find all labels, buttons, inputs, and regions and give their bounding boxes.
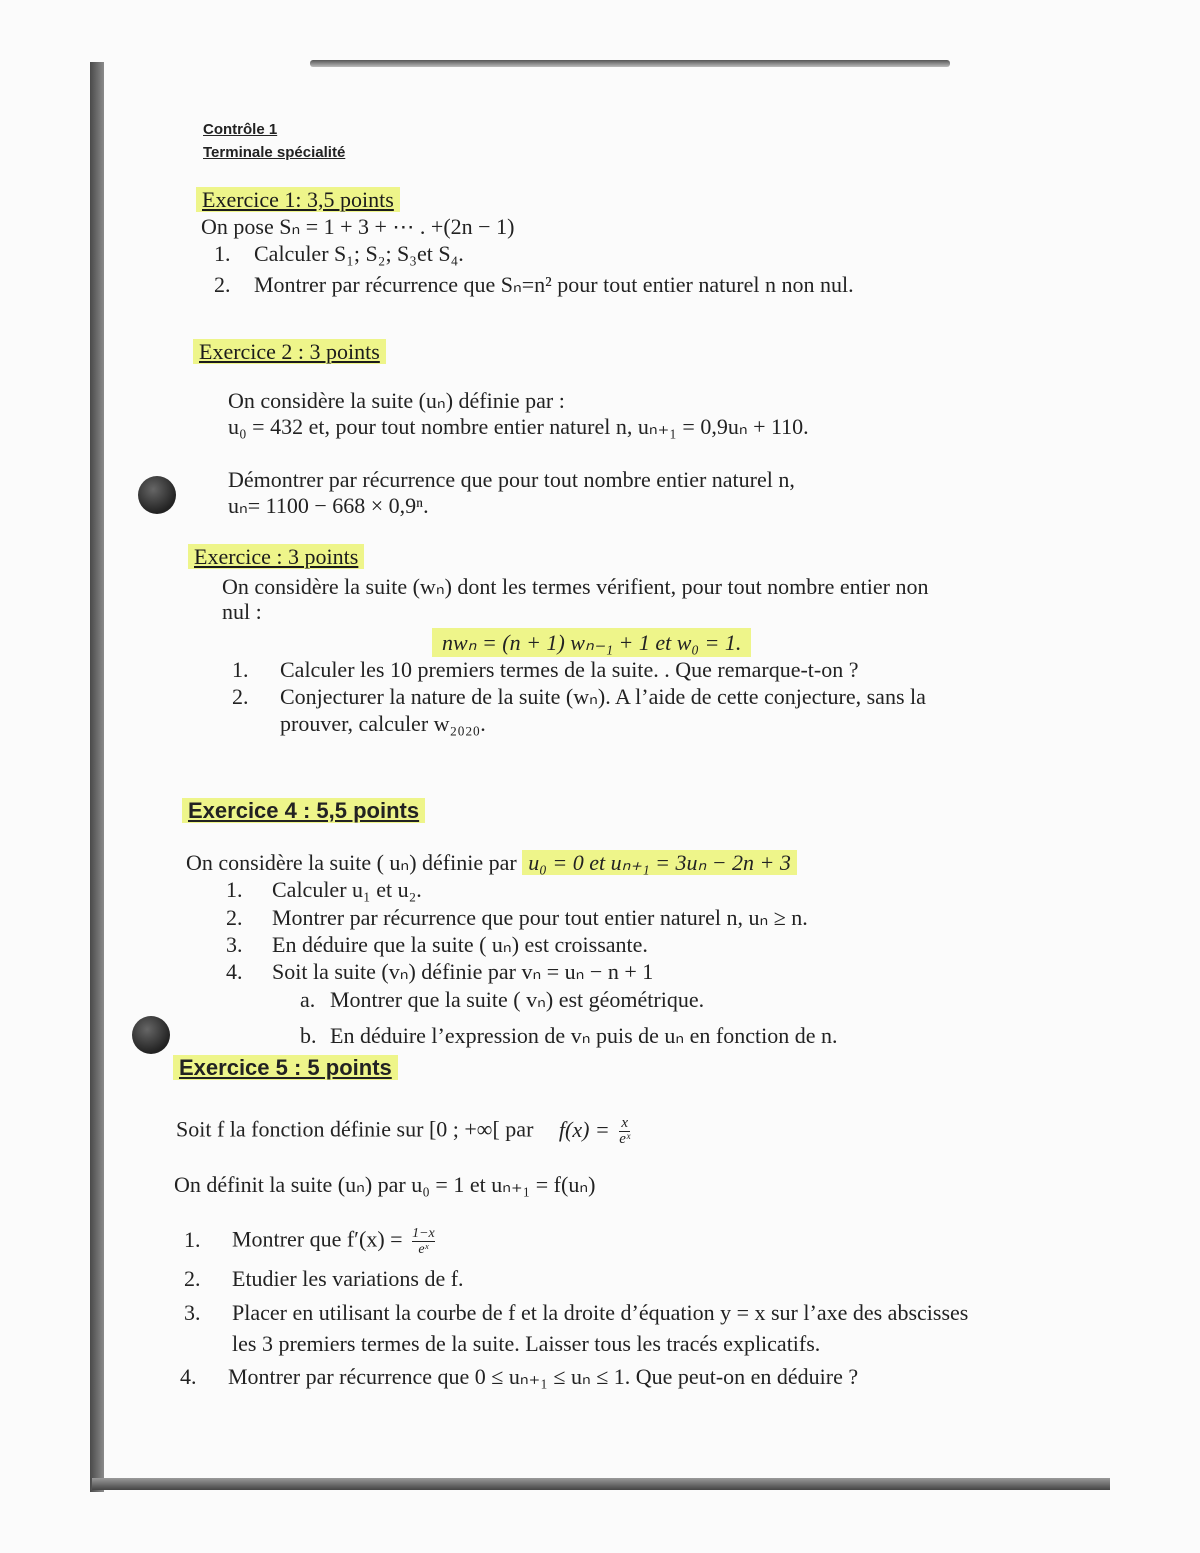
- ex4-subitem-b: b. En déduire l’expression de vₙ puis de uₙ en fonction de n.: [300, 1023, 838, 1048]
- ex3-title: Exercice : 3 points: [188, 544, 364, 570]
- ex3-formula: nwₙ = (n + 1) wₙ₋₁ + 1 et w₀ = 1.: [432, 630, 751, 656]
- ex5-item-3: 3. Placer en utilisant la courbe de f et la droite d’équation y = x sur l’axe des abscisses: [184, 1300, 969, 1325]
- ex3-item-2-cont: prouver, calculer w₂₀₂₀.: [280, 711, 486, 736]
- ex2-line-3: Démontrer par récurrence que pour tout nombre entier naturel n,: [228, 467, 795, 492]
- header-subtitle: Terminale spécialité: [203, 144, 346, 161]
- ex3-item-1: 1. Calculer les 10 premiers termes de la suite. . Que remarque-t-on ?: [232, 657, 859, 682]
- ex5-title: Exercice 5 : 5 points: [173, 1055, 398, 1081]
- ex4-intro: On considère la suite ( uₙ) définie par u₀ = 0 et uₙ₊₁ = 3uₙ − 2n + 3: [186, 850, 797, 876]
- ex4-item-3: 3. En déduire que la suite ( uₙ) est croissante.: [226, 932, 648, 957]
- ex2-line-2: u₀ = 432 et, pour tout nombre entier naturel n, uₙ₊₁ = 0,9uₙ + 110.: [228, 414, 809, 439]
- ex4-item-1: 1. Calculer u₁ et u₂.: [226, 877, 422, 902]
- ex5-item-1: 1. Montrer que f′(x) = $\frac{1-x}{\text{eˣ}}$: [184, 1226, 435, 1257]
- ex5-line-2: On définit la suite (uₙ) par u₀ = 1 et uₙ₊₁ = f(uₙ): [174, 1172, 596, 1197]
- punch-hole-top: [138, 476, 176, 514]
- ex1-item-1: 1. Calculer S₁; S₂; S₃et S₄.: [214, 241, 464, 266]
- ex5-item-4: 4. Montrer par récurrence que 0 ≤ uₙ₊₁ ≤ uₙ ≤ 1. Que peut-on en déduire ?: [180, 1364, 859, 1389]
- header-title: Contrôle 1: [203, 121, 278, 138]
- ex5-item-3-cont: les 3 premiers termes de la suite. Laisser tous les tracés explicatifs.: [232, 1331, 821, 1356]
- ex4-title: Exercice 4 : 5,5 points: [182, 798, 425, 824]
- page-edge-shadow-top: [310, 60, 950, 67]
- ex3-item-2: 2. Conjecturer la nature de la suite (wₙ). A l’aide de cette conjecture, sans la: [232, 684, 926, 709]
- punch-hole-bottom: [132, 1016, 170, 1054]
- ex2-title: Exercice 2 : 3 points: [193, 339, 386, 365]
- page-edge-shadow-left: [90, 62, 104, 1492]
- ex3-line-2: nul :: [222, 599, 262, 624]
- ex5-item-2: 2. Etudier les variations de f.: [184, 1266, 464, 1291]
- ex4-subitem-a: a. Montrer que la suite ( vₙ) est géométrique.: [300, 987, 705, 1012]
- ex3-line-1: On considère la suite (wₙ) dont les termes vérifient, pour tout nombre entier non: [222, 574, 929, 599]
- ex2-line-4: uₙ= 1100 − 668 × 0,9ⁿ.: [228, 493, 429, 518]
- ex1-item-2: 2. Montrer par récurrence que Sₙ=n² pour tout entier naturel n non nul.: [214, 272, 854, 297]
- ex5-line-1: Soit f la fonction définie sur [0 ; +∞[ par f(x) = $\frac{x}{\text{eˣ}}$: [176, 1115, 631, 1147]
- ex1-title: Exercice 1: 3,5 points: [196, 187, 400, 213]
- ex1-intro: On pose Sₙ = 1 + 3 + ⋯ . +(2n − 1): [201, 214, 515, 239]
- page-edge-shadow-bottom: [92, 1478, 1110, 1490]
- ex4-item-4: 4. Soit la suite (vₙ) définie par vₙ = uₙ − n + 1: [226, 959, 654, 984]
- ex2-line-1: On considère la suite (uₙ) définie par :: [228, 388, 565, 413]
- ex4-item-2: 2. Montrer par récurrence que pour tout entier naturel n, uₙ ≥ n.: [226, 905, 808, 930]
